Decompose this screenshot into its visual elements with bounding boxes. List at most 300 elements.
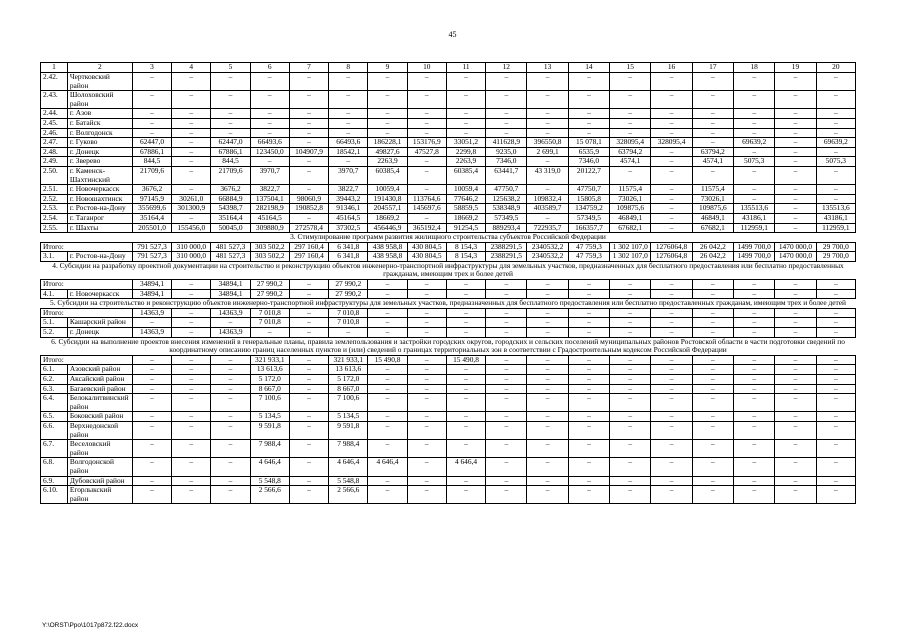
- value-cell-col-10: –: [407, 109, 446, 119]
- value-cell-col-12: –: [486, 355, 527, 365]
- value-cell-col-9: –: [368, 486, 407, 504]
- column-number-18: 18: [734, 63, 775, 73]
- table-row: [41, 73, 856, 91]
- value-cell-col-17: –: [692, 109, 733, 119]
- value-cell-col-3: –: [132, 365, 171, 375]
- table-row: [41, 109, 856, 119]
- value-cell-col-13: –: [527, 128, 568, 138]
- value-cell-col-7: –: [289, 355, 328, 365]
- value-cell-col-12: –: [486, 458, 527, 476]
- value-cell-col-3: –: [132, 458, 171, 476]
- table-row: [41, 194, 856, 204]
- value-cell-col-10: –: [407, 458, 446, 476]
- value-cell-col-17: –: [692, 128, 733, 138]
- value-cell-col-6: 303 502,2: [250, 242, 289, 252]
- column-number-2: 2: [67, 63, 132, 73]
- value-cell-col-20: –: [816, 486, 855, 504]
- value-cell-col-12: –: [486, 394, 527, 412]
- value-cell-col-15: 46849,1: [610, 213, 651, 223]
- value-cell-col-16: –: [651, 412, 692, 422]
- value-cell-col-17: –: [692, 118, 733, 128]
- value-cell-col-13: –: [527, 118, 568, 128]
- value-cell-col-19: –: [775, 421, 816, 439]
- value-cell-col-19: –: [775, 118, 816, 128]
- value-cell-col-6: 2 566,6: [250, 486, 289, 504]
- value-cell-col-20: –: [816, 128, 855, 138]
- value-cell-col-15: –: [610, 440, 651, 458]
- value-cell-col-13: –: [527, 476, 568, 486]
- value-cell-col-6: 7 010,8: [250, 308, 289, 318]
- value-cell-col-4: –: [172, 147, 211, 157]
- value-cell-col-7: 297 160,4: [289, 252, 328, 262]
- value-cell-col-3: 62447,0: [132, 138, 171, 148]
- value-cell-col-20: –: [816, 328, 855, 338]
- value-cell-col-13: –: [527, 157, 568, 167]
- municipality-name-cell: г. Зверево: [67, 157, 132, 167]
- value-cell-col-10: 365192,4: [407, 223, 446, 233]
- value-cell-col-18: 5075,3: [734, 157, 775, 167]
- value-cell-col-9: 438 958,8: [368, 242, 407, 252]
- value-cell-col-8: –: [329, 157, 368, 167]
- value-cell-col-8: 3970,7: [329, 166, 368, 184]
- value-cell-col-10: –: [407, 118, 446, 128]
- value-cell-col-8: –: [329, 128, 368, 138]
- value-cell-col-4: 310 000,0: [172, 252, 211, 262]
- municipality-name-cell: г. Донецк: [67, 328, 132, 338]
- value-cell-col-17: 26 042,2: [692, 242, 733, 252]
- value-cell-col-8: 27 990,2: [329, 289, 368, 299]
- value-cell-col-12: –: [486, 289, 527, 299]
- value-cell-col-12: 2388291,5: [486, 252, 527, 262]
- value-cell-col-16: –: [651, 280, 692, 290]
- value-cell-col-4: –: [172, 328, 211, 338]
- value-cell-col-15: –: [610, 289, 651, 299]
- total-row: [41, 355, 856, 365]
- value-cell-col-18: 1499 700,0: [734, 252, 775, 262]
- value-cell-col-8: 7 100,6: [329, 394, 368, 412]
- value-cell-col-8: 2 566,6: [329, 486, 368, 504]
- value-cell-col-11: –: [446, 394, 485, 412]
- municipality-name-cell: г. Шахты: [67, 223, 132, 233]
- value-cell-col-4: –: [172, 308, 211, 318]
- value-cell-col-12: 125638,2: [486, 194, 527, 204]
- value-cell-col-9: –: [368, 412, 407, 422]
- table-row: [41, 394, 856, 412]
- value-cell-col-9: –: [368, 289, 407, 299]
- value-cell-col-3: –: [132, 394, 171, 412]
- value-cell-col-19: –: [775, 476, 816, 486]
- value-cell-col-15: 328095,4: [610, 138, 651, 148]
- value-cell-col-12: –: [486, 308, 527, 318]
- value-cell-col-14: 47 759,3: [568, 242, 609, 252]
- value-cell-col-3: –: [132, 128, 171, 138]
- value-cell-col-9: 15 490,8: [368, 355, 407, 365]
- value-cell-col-10: –: [407, 355, 446, 365]
- value-cell-col-20: –: [816, 365, 855, 375]
- value-cell-col-5: –: [211, 412, 250, 422]
- value-cell-col-17: 73026,1: [692, 194, 733, 204]
- value-cell-col-15: 63794,2: [610, 147, 651, 157]
- value-cell-col-11: –: [446, 440, 485, 458]
- value-cell-col-14: –: [568, 289, 609, 299]
- value-cell-col-19: –: [775, 166, 816, 184]
- value-cell-col-13: 403589,7: [527, 204, 568, 214]
- value-cell-col-19: –: [775, 73, 816, 91]
- value-cell-col-5: 67886,1: [211, 147, 250, 157]
- value-cell-col-6: 9 591,8: [250, 421, 289, 439]
- municipality-name-cell: Азовский район: [67, 365, 132, 375]
- value-cell-col-20: –: [816, 412, 855, 422]
- row-number-cell: 6.4.: [41, 394, 68, 412]
- value-cell-col-17: 46849,1: [692, 213, 733, 223]
- value-cell-col-19: –: [775, 355, 816, 365]
- value-cell-col-17: 63794,2: [692, 147, 733, 157]
- value-cell-col-17: –: [692, 486, 733, 504]
- value-cell-col-19: –: [775, 138, 816, 148]
- value-cell-col-7: –: [289, 440, 328, 458]
- value-cell-col-18: –: [734, 375, 775, 385]
- value-cell-col-11: –: [446, 375, 485, 385]
- value-cell-col-14: –: [568, 476, 609, 486]
- value-cell-col-15: –: [610, 73, 651, 91]
- table-row: [41, 91, 856, 109]
- value-cell-col-3: –: [132, 355, 171, 365]
- value-cell-col-18: –: [734, 289, 775, 299]
- value-cell-col-16: –: [651, 308, 692, 318]
- row-number-cell: 6.3.: [41, 384, 68, 394]
- value-cell-col-8: 6 341,8: [329, 242, 368, 252]
- value-cell-col-15: –: [610, 109, 651, 119]
- municipality-name-cell: Волгодонской район: [67, 458, 132, 476]
- value-cell-col-14: –: [568, 91, 609, 109]
- table-row: [41, 185, 856, 195]
- value-cell-col-18: –: [734, 440, 775, 458]
- value-cell-col-16: –: [651, 91, 692, 109]
- value-cell-col-6: 123450,0: [250, 147, 289, 157]
- value-cell-col-18: –: [734, 91, 775, 109]
- value-cell-col-17: –: [692, 328, 733, 338]
- value-cell-col-18: –: [734, 421, 775, 439]
- value-cell-col-11: 8 154,3: [446, 242, 485, 252]
- value-cell-col-9: 456446,9: [368, 223, 407, 233]
- value-cell-col-20: –: [816, 118, 855, 128]
- column-number-5: 5: [211, 63, 250, 73]
- value-cell-col-20: –: [816, 318, 855, 328]
- value-cell-col-3: 791 527,3: [132, 252, 171, 262]
- value-cell-col-19: –: [775, 394, 816, 412]
- value-cell-col-8: 7 010,8: [329, 308, 368, 318]
- value-cell-col-8: 5 172,0: [329, 375, 368, 385]
- table-row: [41, 486, 856, 504]
- value-cell-col-16: –: [651, 355, 692, 365]
- value-cell-col-18: –: [734, 308, 775, 318]
- value-cell-col-6: 13 613,6: [250, 365, 289, 375]
- value-cell-col-14: 20122,7: [568, 166, 609, 184]
- value-cell-col-13: –: [527, 440, 568, 458]
- value-cell-col-13: –: [527, 318, 568, 328]
- row-number-cell: 6.1.: [41, 365, 68, 375]
- value-cell-col-14: –: [568, 128, 609, 138]
- value-cell-col-5: –: [211, 458, 250, 476]
- row-number-cell: 5.1.: [41, 318, 68, 328]
- value-cell-col-4: 301300,9: [172, 204, 211, 214]
- total-label: Итого:: [41, 280, 133, 290]
- value-cell-col-8: –: [329, 109, 368, 119]
- municipality-name-cell: г. Ростов-на-Дону: [67, 204, 132, 214]
- row-number-cell: 2.45.: [41, 118, 68, 128]
- value-cell-col-18: 135513,6: [734, 204, 775, 214]
- value-cell-col-16: –: [651, 213, 692, 223]
- value-cell-col-8: 91346,1: [329, 204, 368, 214]
- value-cell-col-4: 310 000,0: [172, 242, 211, 252]
- value-cell-col-11: –: [446, 421, 485, 439]
- value-cell-col-18: –: [734, 280, 775, 290]
- value-cell-col-8: 7 010,8: [329, 318, 368, 328]
- value-cell-col-16: –: [651, 375, 692, 385]
- value-cell-col-20: –: [816, 147, 855, 157]
- value-cell-col-4: –: [172, 458, 211, 476]
- value-cell-col-14: –: [568, 318, 609, 328]
- value-cell-col-7: –: [289, 458, 328, 476]
- value-cell-col-11: –: [446, 118, 485, 128]
- municipality-name-cell: Егорлыкский район: [67, 486, 132, 504]
- table-row: [41, 412, 856, 422]
- value-cell-col-20: –: [816, 280, 855, 290]
- column-number-20: 20: [816, 63, 855, 73]
- value-cell-col-11: –: [446, 318, 485, 328]
- value-cell-col-10: –: [407, 375, 446, 385]
- value-cell-col-17: –: [692, 365, 733, 375]
- value-cell-col-14: –: [568, 394, 609, 412]
- value-cell-col-20: 29 700,0: [816, 252, 855, 262]
- total-label: Итого:: [41, 355, 133, 365]
- value-cell-col-19: –: [775, 194, 816, 204]
- value-cell-col-9: –: [368, 328, 407, 338]
- value-cell-col-8: 37302,5: [329, 223, 368, 233]
- value-cell-col-5: –: [211, 421, 250, 439]
- value-cell-col-14: 7346,0: [568, 157, 609, 167]
- value-cell-col-11: –: [446, 308, 485, 318]
- value-cell-col-17: 67682,1: [692, 223, 733, 233]
- column-number-7: 7: [289, 63, 328, 73]
- value-cell-col-9: 186228,1: [368, 138, 407, 148]
- value-cell-col-20: 69639,2: [816, 138, 855, 148]
- value-cell-col-15: –: [610, 375, 651, 385]
- section-heading: 5. Субсидии на строительство и реконструкцию объектов инженерно-транспортной инфраструктуры для земельных участков, предназначенных для бесплатного предоставления или бесплатно предоставленных гражданам, имеющим трех и более детей: [41, 299, 856, 309]
- row-number-cell: 2.51.: [41, 185, 68, 195]
- municipality-name-cell: г. Гуково: [67, 138, 132, 148]
- value-cell-col-14: –: [568, 308, 609, 318]
- value-cell-col-15: –: [610, 118, 651, 128]
- value-cell-col-20: –: [816, 289, 855, 299]
- value-cell-col-3: –: [132, 375, 171, 385]
- value-cell-col-17: –: [692, 394, 733, 412]
- value-cell-col-4: –: [172, 355, 211, 365]
- value-cell-col-3: 355699,6: [132, 204, 171, 214]
- value-cell-col-7: –: [289, 128, 328, 138]
- value-cell-col-16: 1276064,8: [651, 252, 692, 262]
- table-row: [41, 421, 856, 439]
- value-cell-col-12: –: [486, 440, 527, 458]
- value-cell-col-20: 43186,1: [816, 213, 855, 223]
- value-cell-col-14: –: [568, 375, 609, 385]
- municipality-name-cell: г. Донецк: [67, 147, 132, 157]
- value-cell-col-10: –: [407, 421, 446, 439]
- value-cell-col-18: –: [734, 384, 775, 394]
- value-cell-col-13: –: [527, 213, 568, 223]
- value-cell-col-17: –: [692, 421, 733, 439]
- value-cell-col-10: –: [407, 365, 446, 375]
- column-number-8: 8: [329, 63, 368, 73]
- file-path-footer: Y:\ORST\Ppo\1017p872.f22.docx: [42, 622, 139, 629]
- value-cell-col-16: –: [651, 365, 692, 375]
- value-cell-col-3: 34894,1: [132, 289, 171, 299]
- table-row: [41, 458, 856, 476]
- value-cell-col-18: 1499 700,0: [734, 242, 775, 252]
- value-cell-col-9: 18669,2: [368, 213, 407, 223]
- row-number-cell: 2.43.: [41, 91, 68, 109]
- value-cell-col-17: –: [692, 289, 733, 299]
- value-cell-col-4: –: [172, 394, 211, 412]
- value-cell-col-7: –: [289, 365, 328, 375]
- value-cell-col-4: –: [172, 118, 211, 128]
- value-cell-col-8: 9 591,8: [329, 421, 368, 439]
- value-cell-col-17: 4574,1: [692, 157, 733, 167]
- value-cell-col-10: –: [407, 318, 446, 328]
- value-cell-col-20: 112959,1: [816, 223, 855, 233]
- value-cell-col-3: 67886,1: [132, 147, 171, 157]
- value-cell-col-10: –: [407, 157, 446, 167]
- value-cell-col-17: –: [692, 308, 733, 318]
- value-cell-col-14: –: [568, 421, 609, 439]
- value-cell-col-13: –: [527, 289, 568, 299]
- value-cell-col-19: –: [775, 91, 816, 109]
- value-cell-col-10: –: [407, 213, 446, 223]
- value-cell-col-15: 73026,1: [610, 194, 651, 204]
- value-cell-col-18: 112959,1: [734, 223, 775, 233]
- value-cell-col-7: –: [289, 185, 328, 195]
- table-row: [41, 157, 856, 167]
- value-cell-col-19: –: [775, 128, 816, 138]
- value-cell-col-4: –: [172, 91, 211, 109]
- value-cell-col-5: –: [211, 73, 250, 91]
- value-cell-col-9: 4 646,4: [368, 458, 407, 476]
- value-cell-col-12: 889293,4: [486, 223, 527, 233]
- value-cell-col-11: –: [446, 328, 485, 338]
- section-heading-row: [41, 337, 856, 355]
- value-cell-col-20: 29 700,0: [816, 242, 855, 252]
- table-row: [41, 375, 856, 385]
- row-number-cell: 2.46.: [41, 128, 68, 138]
- value-cell-col-13: –: [527, 73, 568, 91]
- value-cell-col-14: 6535,9: [568, 147, 609, 157]
- value-cell-col-9: 49827,6: [368, 147, 407, 157]
- value-cell-col-10: –: [407, 384, 446, 394]
- value-cell-col-11: 10059,4: [446, 185, 485, 195]
- value-cell-col-16: –: [651, 394, 692, 412]
- value-cell-col-12: –: [486, 91, 527, 109]
- section-heading: 3. Стимулирование программ развития жилищного строительства субъектов Российской Федерации: [41, 233, 856, 243]
- value-cell-col-12: –: [486, 280, 527, 290]
- value-cell-col-20: –: [816, 355, 855, 365]
- row-number-cell: 6.9.: [41, 476, 68, 486]
- value-cell-col-10: 430 804,5: [407, 242, 446, 252]
- value-cell-col-17: –: [692, 166, 733, 184]
- value-cell-col-9: –: [368, 73, 407, 91]
- table-row: [41, 223, 856, 233]
- municipality-name-cell: г. Батайск: [67, 118, 132, 128]
- municipality-name-cell: Багаевский район: [67, 384, 132, 394]
- value-cell-col-18: 43186,1: [734, 213, 775, 223]
- value-cell-col-6: 137504,1: [250, 194, 289, 204]
- value-cell-col-3: 97145,9: [132, 194, 171, 204]
- value-cell-col-4: –: [172, 166, 211, 184]
- value-cell-col-12: –: [486, 328, 527, 338]
- municipality-name-cell: Аксайский район: [67, 375, 132, 385]
- value-cell-col-11: –: [446, 476, 485, 486]
- value-cell-col-16: 1276064,8: [651, 242, 692, 252]
- column-number-15: 15: [610, 63, 651, 73]
- row-number-cell: 2.54.: [41, 213, 68, 223]
- value-cell-col-8: 6 341,8: [329, 252, 368, 262]
- value-cell-col-7: –: [289, 280, 328, 290]
- value-cell-col-12: –: [486, 118, 527, 128]
- value-cell-col-14: 57349,5: [568, 213, 609, 223]
- value-cell-col-7: –: [289, 138, 328, 148]
- value-cell-col-19: –: [775, 147, 816, 157]
- value-cell-col-10: –: [407, 280, 446, 290]
- value-cell-col-5: 481 527,3: [211, 252, 250, 262]
- value-cell-col-20: 5075,3: [816, 157, 855, 167]
- value-cell-col-4: –: [172, 384, 211, 394]
- value-cell-col-4: –: [172, 185, 211, 195]
- value-cell-col-6: –: [250, 128, 289, 138]
- table-row: [41, 328, 856, 338]
- value-cell-col-20: –: [816, 394, 855, 412]
- section-heading: 4. Субсидии на разработку проектной документации на строительство и реконструкцию объектов инженерно-транспортной инфраструктуры для земельных участков, предназначенных для бесплатного предоставления или бесплатно предоставленных гражданам, имеющим трех и более детей: [41, 261, 856, 279]
- budget-table-body: [41, 63, 856, 504]
- value-cell-col-10: 145697,6: [407, 204, 446, 214]
- value-cell-col-3: –: [132, 91, 171, 109]
- value-cell-col-15: –: [610, 476, 651, 486]
- value-cell-col-3: 844,5: [132, 157, 171, 167]
- value-cell-col-14: –: [568, 73, 609, 91]
- value-cell-col-5: –: [211, 394, 250, 412]
- value-cell-col-14: 15805,8: [568, 194, 609, 204]
- value-cell-col-4: –: [172, 109, 211, 119]
- value-cell-col-10: –: [407, 476, 446, 486]
- value-cell-col-19: –: [775, 204, 816, 214]
- value-cell-col-4: –: [172, 365, 211, 375]
- value-cell-col-18: –: [734, 118, 775, 128]
- value-cell-col-20: –: [816, 308, 855, 318]
- value-cell-col-20: 135513,6: [816, 204, 855, 214]
- value-cell-col-15: –: [610, 412, 651, 422]
- row-number-cell: 2.53.: [41, 204, 68, 214]
- column-number-16: 16: [651, 63, 692, 73]
- table-row: [41, 138, 856, 148]
- column-number-14: 14: [568, 63, 609, 73]
- value-cell-col-11: –: [446, 128, 485, 138]
- value-cell-col-10: 430 804,5: [407, 252, 446, 262]
- value-cell-col-15: –: [610, 355, 651, 365]
- total-label: Итого:: [41, 308, 133, 318]
- value-cell-col-5: 50045,0: [211, 223, 250, 233]
- value-cell-col-8: 66493,6: [329, 138, 368, 148]
- value-cell-col-8: 5 548,8: [329, 476, 368, 486]
- value-cell-col-3: 35164,4: [132, 213, 171, 223]
- value-cell-col-16: 328095,4: [651, 138, 692, 148]
